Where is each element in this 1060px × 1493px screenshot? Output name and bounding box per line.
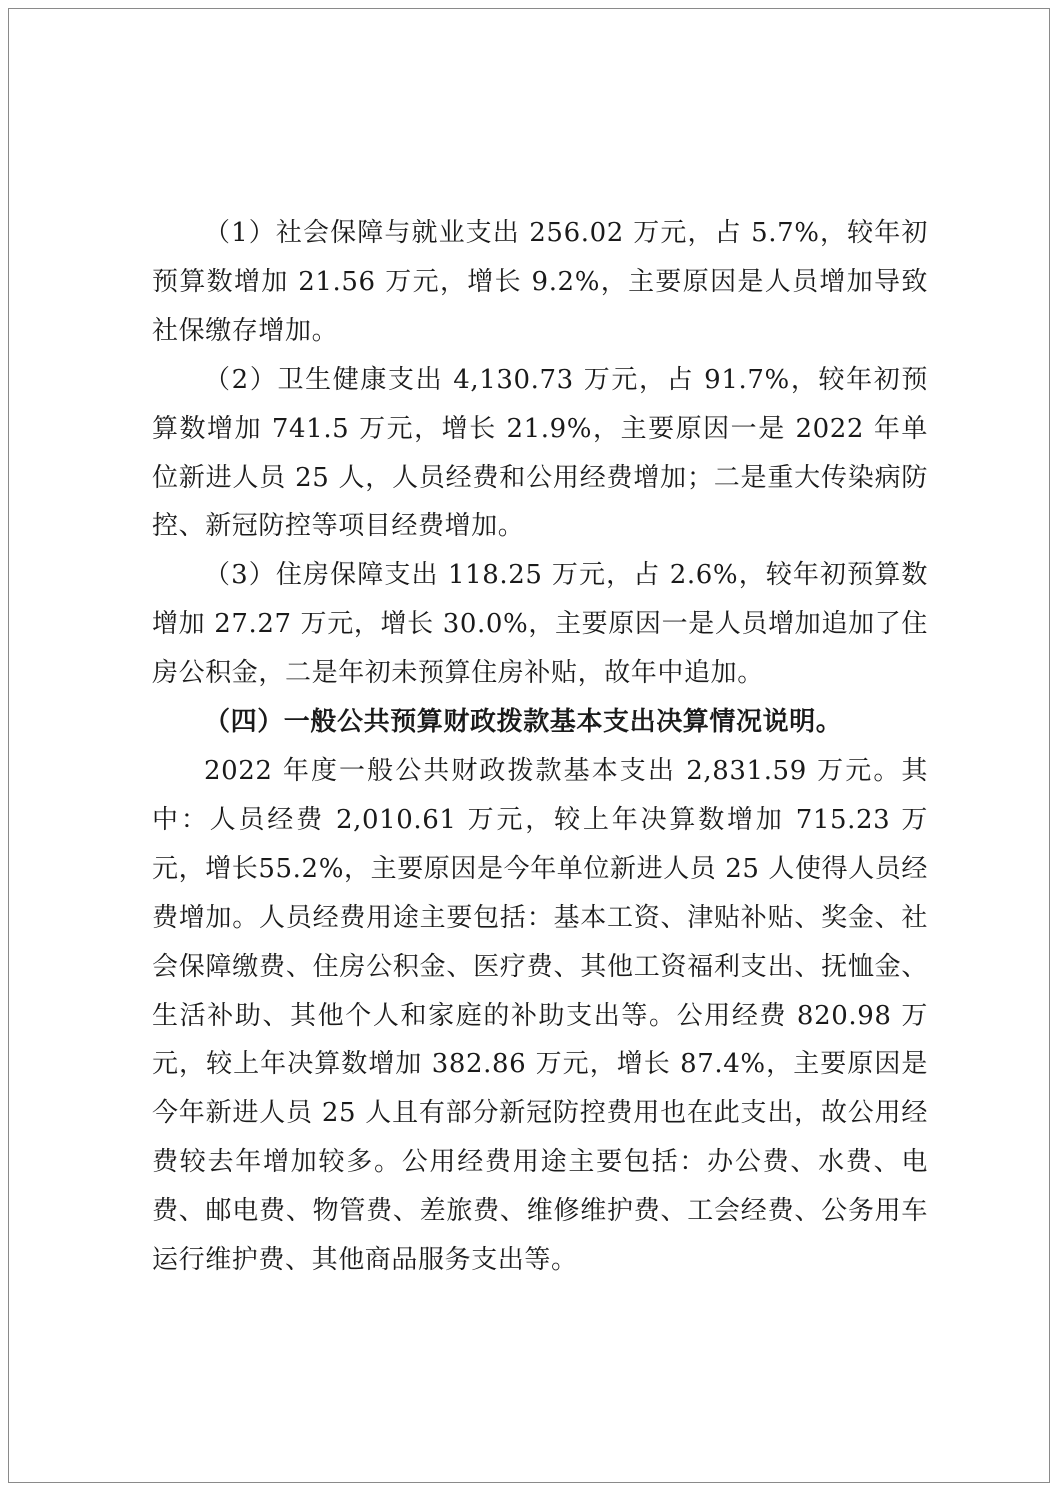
section-heading: （四）一般公共预算财政拨款基本支出决算情况说明。 — [204, 707, 843, 738]
paragraph-basic-expenditure: 2022 年度一般公共财政拨款基本支出 2,831.59 万元。其中：人员经费 2,010.61 万元，较上年决算数增加 715.23 万元，增长55.2%，主要原因是今年单位新进人员 25 人使得人员经费增加。人员经费用途主要包括：基本工资、津贴补贴、奖金、社会保障缴费、住房公积金、医疗费、其他工资福利支出、抚恤金、生活补助、其他个人和家庭的补助支出等。公用经费 820.98 万元，较上年决算数增加 382.86 万元，增长 87.4%，主要原因是今年新进人员 25 人且有部分新冠防控费用也在此支出，故公用经费较去年增加较多。公用经费用途主要包括：办公费、水费、电费、邮电费、物管费、差旅费、维修维护费、工会经费、公务用车运行维护费、其他商品服务支出等。 — [152, 755, 929, 1276]
document-body — [152, 209, 928, 1285]
paragraph-housing: （3）住房保障支出 118.25 万元，占 2.6%，较年初预算数增加 27.27 万元，增长 30.0%，主要原因一是人员增加追加了住房公积金，二是年初未预算住房补贴，故年中追加。 — [152, 560, 928, 689]
document-page — [8, 8, 1050, 1483]
paragraph-health: （2）卫生健康支出 4,130.73 万元，占 91.7%，较年初预算数增加 741.5 万元，增长 21.9%，主要原因一是 2022 年单位新进人员 25 人，人员经费和公用经费增加；二是重大传染病防控、新冠防控等项目经费增加。 — [152, 364, 928, 542]
paragraph-social-security: （1）社会保障与就业支出 256.02 万元，占 5.7%，较年初预算数增加 21.56 万元，增长 9.2%，主要原因是人员增加导致社保缴存增加。 — [152, 218, 928, 346]
